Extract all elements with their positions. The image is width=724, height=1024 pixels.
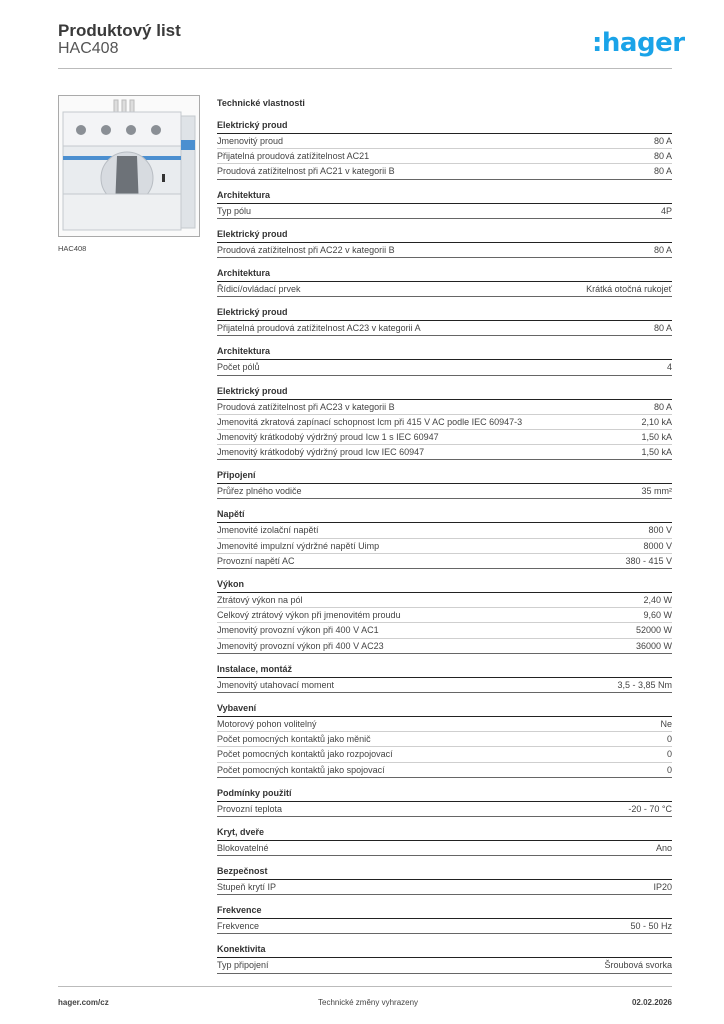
spec-row (217, 639, 672, 654)
spec-value: 4 (666, 362, 672, 373)
spec-row (217, 204, 672, 219)
spec-row (217, 732, 672, 747)
product-image (58, 95, 200, 237)
spec-value: -20 - 70 °C (628, 803, 672, 814)
spec-row (217, 523, 672, 538)
specs-table (217, 96, 672, 974)
spec-label: Motorový pohon volitelný (217, 718, 317, 729)
spec-value: 8000 V (643, 540, 672, 551)
spec-label: Počet pomocných kontaktů jako spojovací (217, 764, 385, 775)
spec-row (217, 623, 672, 638)
spec-value: 80 A (653, 323, 672, 334)
spec-group-title: Frekvence (217, 904, 672, 919)
spec-group (217, 345, 672, 375)
spec-label: Typ pólu (217, 205, 252, 216)
spec-value: Ano (655, 842, 672, 853)
spec-value: 0 (666, 734, 672, 745)
spec-group-title: Architektura (217, 267, 672, 282)
spec-group (217, 943, 672, 973)
spec-row (217, 282, 672, 297)
spec-row (217, 134, 672, 149)
spec-group (217, 663, 672, 693)
spec-label: Počet pólů (217, 362, 260, 373)
product-code: HAC408 (58, 40, 119, 57)
spec-label: Jmenovitá zkratová zapínací schopnost Icm při 415 V AC podle IEC 60947-3 (217, 416, 523, 427)
spec-group (217, 702, 672, 778)
spec-value: 80 A (653, 401, 672, 412)
spec-group (217, 469, 672, 499)
spec-value: 50 - 50 Hz (630, 921, 672, 932)
spec-label: Řídicí/ovládací prvek (217, 283, 301, 294)
switch-disconnector-illustration (59, 96, 199, 236)
spec-label: Jmenovitý provozní výkon při 400 V AC1 (217, 625, 379, 636)
spec-value: 0 (666, 749, 672, 760)
spec-row (217, 400, 672, 415)
spec-group (217, 385, 672, 461)
spec-row (217, 919, 672, 934)
spec-group-title: Připojení (217, 469, 672, 484)
spec-label: Provozní teplota (217, 803, 283, 814)
spec-row (217, 445, 672, 460)
spec-group-title: Výkon (217, 578, 672, 593)
spec-group (217, 578, 672, 654)
page-title: Produktový list (58, 21, 181, 40)
spec-value: 4P (660, 205, 672, 216)
footer-notice: Technické změny vyhrazeny (318, 998, 419, 1007)
spec-row (217, 747, 672, 762)
spec-label: Průřez plného vodiče (217, 486, 302, 497)
spec-label: Proudová zatížitelnost při AC21 v kategorii B (217, 166, 395, 177)
spec-group (217, 904, 672, 934)
spec-row (217, 958, 672, 973)
specs-heading: Technické vlastnosti (217, 98, 305, 108)
spec-label: Ztrátový výkon na pól (217, 595, 303, 605)
spec-row (217, 243, 672, 258)
spec-value: 80 A (653, 244, 672, 255)
footer-divider (58, 986, 672, 987)
spec-row (217, 678, 672, 693)
spec-value: 1,50 kA (641, 431, 672, 442)
spec-value: Ne (660, 718, 672, 729)
spec-value: 1,50 kA (641, 447, 672, 458)
spec-row (217, 415, 672, 430)
spec-label: Jmenovité impulzní výdržné napětí Uimp (217, 540, 380, 551)
spec-group-title: Podmínky použití (217, 787, 672, 802)
spec-value: 2,10 kA (641, 416, 672, 427)
spec-value: 80 A (653, 151, 672, 162)
spec-row (217, 841, 672, 856)
footer-website[interactable]: hager.com/cz (58, 998, 109, 1007)
spec-value: 80 A (653, 136, 672, 146)
spec-row (217, 360, 672, 375)
spec-row (217, 164, 672, 179)
spec-row (217, 763, 672, 778)
spec-row (217, 430, 672, 445)
spec-label: Provozní napětí AC (217, 555, 295, 566)
spec-value: 35 mm² (641, 486, 672, 497)
spec-row (217, 717, 672, 732)
spec-label: Blokovatelné (217, 842, 269, 853)
spec-group (217, 306, 672, 336)
spec-value: 2,40 W (643, 595, 672, 605)
spec-row (217, 484, 672, 499)
spec-row (217, 321, 672, 336)
spec-value: Šroubová svorka (604, 960, 672, 971)
hager-logo: :hager (592, 28, 685, 58)
spec-label: Přijatelná proudová zatížitelnost AC21 (217, 151, 370, 162)
spec-value: 380 - 415 V (625, 555, 672, 566)
spec-value: Krátká otočná rukojeť (586, 283, 672, 294)
spec-group (217, 228, 672, 258)
spec-label: Jmenovitý utahovací moment (217, 679, 335, 690)
spec-value: 36000 W (635, 640, 672, 651)
footer-date: 02.02.2026 (631, 998, 672, 1007)
spec-group-title: Napětí (217, 508, 672, 523)
spec-label: Stupeň krytí IP (217, 882, 277, 893)
spec-value: 9,60 W (643, 610, 672, 621)
spec-group-title: Instalace, montáž (217, 663, 672, 678)
spec-label: Jmenovité izolační napětí (217, 525, 319, 536)
spec-label: Jmenovitý provozní výkon při 400 V AC23 (217, 640, 384, 651)
spec-row (217, 608, 672, 623)
spec-label: Jmenovitý proud (217, 136, 284, 146)
spec-group-title: Bezpečnost (217, 865, 672, 880)
spec-group-title: Elektrický proud (217, 385, 672, 400)
spec-label: Celkový ztrátový výkon při jmenovitém proudu (217, 610, 401, 621)
spec-value: IP20 (653, 882, 672, 893)
spec-group (217, 189, 672, 219)
spec-row (217, 880, 672, 895)
spec-group (217, 826, 672, 856)
spec-label: Frekvence (217, 921, 260, 932)
spec-value: 3,5 - 3,85 Nm (617, 679, 672, 690)
product-image-caption: HAC408 (58, 244, 87, 253)
spec-label: Jmenovitý krátkodobý výdržný proud Icw IEC 60947 (217, 447, 425, 458)
spec-label: Proudová zatížitelnost při AC22 v kategorii B (217, 244, 395, 255)
spec-row (217, 593, 672, 608)
spec-group-title: Konektivita (217, 943, 672, 958)
spec-row (217, 802, 672, 817)
spec-group-title: Elektrický proud (217, 306, 672, 321)
spec-group-title: Elektrický proud (217, 119, 672, 134)
spec-group-title: Elektrický proud (217, 228, 672, 243)
spec-label: Počet pomocných kontaktů jako měnič (217, 734, 371, 745)
spec-value: 800 V (648, 525, 672, 536)
spec-value: 80 A (653, 166, 672, 177)
spec-row (217, 554, 672, 569)
spec-label: Typ připojení (217, 960, 269, 971)
header-divider (58, 68, 672, 69)
spec-label: Přijatelná proudová zatížitelnost AC23 v kategorii A (217, 323, 421, 334)
spec-group-title: Kryt, dveře (217, 826, 672, 841)
spec-label: Počet pomocných kontaktů jako rozpojovací (217, 749, 393, 760)
spec-value: 52000 W (635, 625, 672, 636)
spec-label: Jmenovitý krátkodobý výdržný proud Icw 1 s IEC 60947 (217, 431, 439, 442)
spec-value: 0 (666, 764, 672, 775)
spec-row (217, 149, 672, 164)
spec-row (217, 539, 672, 554)
spec-group-title: Architektura (217, 345, 672, 360)
spec-group (217, 865, 672, 895)
spec-group (217, 508, 672, 569)
spec-groups (217, 119, 672, 974)
spec-label: Proudová zatížitelnost při AC23 v kategorii B (217, 401, 395, 412)
spec-group (217, 787, 672, 817)
spec-group-title: Architektura (217, 189, 672, 204)
spec-group (217, 119, 672, 180)
spec-group (217, 267, 672, 297)
spec-group-title: Vybavení (217, 702, 672, 717)
